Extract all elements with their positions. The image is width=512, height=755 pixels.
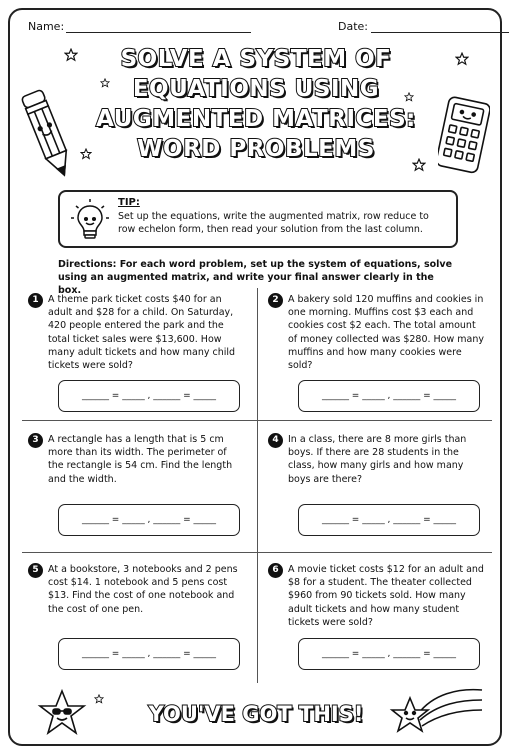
star-icon: [36, 688, 88, 738]
name-label: Name:: [28, 20, 65, 33]
answer-box[interactable]: [58, 504, 240, 536]
problem-text: In a class, there are 8 more girls than boys. If there are 28 students in the class, how many girls and how many boys are there?: [288, 434, 467, 485]
problem-1: [22, 290, 252, 420]
encouragement-banner: YOU'VE GOT THIS!: [148, 702, 364, 726]
name-date-bar: [28, 18, 488, 38]
problem-6: [262, 560, 492, 690]
star-icon: [94, 694, 104, 704]
answer-blanks: ______ = _____ , ______ = _____: [321, 649, 457, 659]
tip-text: Set up the equations, write the augmented matrix, row reduce to row echelon form, then read your solution from the last column.: [118, 211, 429, 235]
date-label: Date:: [338, 20, 368, 33]
date-field[interactable]: [371, 32, 509, 33]
star-icon: [80, 148, 92, 160]
title-line-4: WORD PROBLEMS: [137, 136, 375, 162]
lightbulb-icon: [70, 198, 110, 242]
problem-grid: [22, 288, 492, 683]
problem-number: 5: [28, 563, 43, 578]
pencil-icon: [18, 82, 78, 182]
title-line-3: AUGMENTED MATRICES:: [96, 106, 416, 132]
title-line-1: SOLVE A SYSTEM OF: [120, 46, 392, 72]
name-field[interactable]: [66, 32, 251, 33]
problem-number: 4: [268, 433, 283, 448]
problem-number: 3: [28, 433, 43, 448]
problem-text: A theme park ticket costs $40 for an adult and $28 for a child. On Saturday, 420 people entered the park and the total ticket sales were $13,600. How many adult tickets and how many child tickets were sold?: [48, 294, 236, 372]
answer-blanks: ______ = _____ , ______ = _____: [321, 515, 457, 525]
answer-blanks: ______ = _____ , ______ = _____: [81, 391, 217, 401]
answer-box[interactable]: [58, 380, 240, 412]
problem-number: 2: [268, 293, 283, 308]
problem-4: [262, 430, 492, 560]
problem-5: [22, 560, 252, 690]
worksheet-title: [70, 44, 442, 164]
star-icon: [455, 52, 469, 66]
problem-text: A movie ticket costs $12 for an adult and $8 for a student. The theater collected $960 from 90 tickets sold. How many adult tickets and how many student tickets were sold?: [288, 564, 484, 628]
problem-3: [22, 430, 252, 560]
answer-box[interactable]: [298, 380, 480, 412]
problem-text: A rectangle has a length that is 5 cm more than its width. The perimeter of the rectangle is 54 cm. Find the length and the width.: [48, 434, 233, 485]
star-icon: [412, 158, 426, 172]
answer-box[interactable]: [298, 504, 480, 536]
star-icon: [100, 78, 110, 88]
problem-2: [262, 290, 492, 420]
shooting-star-icon: [388, 684, 486, 738]
answer-blanks: ______ = _____ , ______ = _____: [81, 515, 217, 525]
tip-label: TIP:: [118, 197, 140, 208]
grid-divider-horizontal: [22, 420, 492, 421]
answer-box[interactable]: [58, 638, 240, 670]
problem-text: At a bookstore, 3 notebooks and 2 pens cost $14. 1 notebook and 5 pens cost $13. Find the cost of one notebook and the cost of one pen.: [48, 564, 238, 615]
problem-number: 1: [28, 293, 43, 308]
star-icon: [404, 92, 414, 102]
star-icon: [64, 48, 78, 62]
answer-box[interactable]: [298, 638, 480, 670]
answer-blanks: ______ = _____ , ______ = _____: [81, 649, 217, 659]
grid-divider-vertical: [257, 288, 258, 683]
tip-box: [58, 190, 458, 248]
calculator-icon: [438, 96, 490, 176]
problem-text: A bakery sold 120 muffins and cookies in one morning. Muffins cost $3 each and cookies cost $2 each. The total amount of money collected was $280. How many muffins and how many cookies were sold?: [288, 294, 484, 372]
title-line-2: EQUATIONS USING: [132, 76, 380, 102]
answer-blanks: ______ = _____ , ______ = _____: [321, 391, 457, 401]
problem-number: 6: [268, 563, 283, 578]
directions-text: Directions: For each word problem, set up the system of equations, solve using an augmented matrix, and write your final answer clearly in the box.: [58, 259, 453, 296]
